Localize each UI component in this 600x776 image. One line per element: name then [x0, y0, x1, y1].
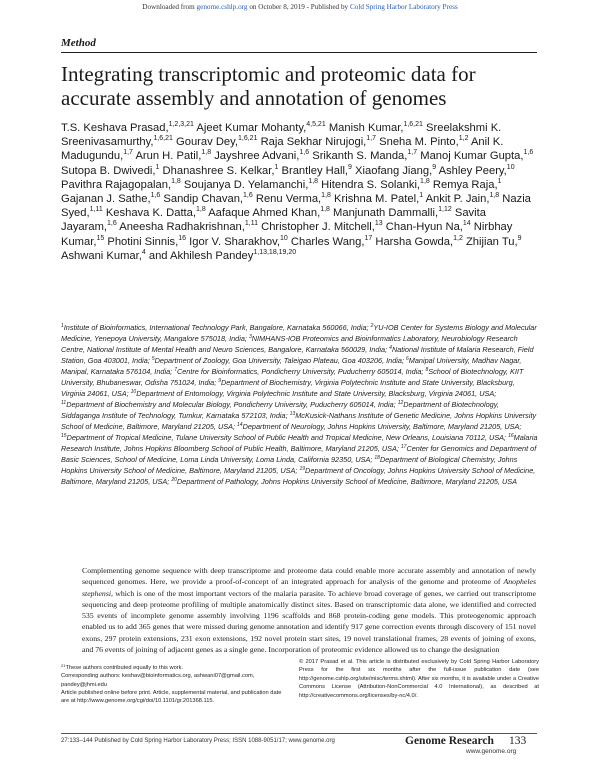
- affiliations: $^1$Institute of Bioinformatics, International Technology Park, Bangalore, Karnataka 560066, India; $^2$YU-IOB Center for Systems Biology and Molecular Medicine, Yenepoya University, Mangalore 575018, India; $^3$NIMHANS-IOB Proteomics and Bioinformatics Laboratory, Neurobiology Research Centre, National Institute of Mental Health and Neuro Sciences, Bangalore, Karnataka 560029, India; $^4$National Institute of Malaria Research, Field Station, Goa 403001, India; $^5$Department of Zoology, Goa University, Taleigao Plateau, Goa 403206, India; $^6$Manipal University, Madhav Nagar, Manipal, Karnataka 576104, India; $^7$Centre for Bioinformatics, Pondicherry University, Puducherry 605014, India; $^8$School of Biotechnology, KIIT University, Bhubaneswar, Odisha 751024, India; $^9$Department of Biochemistry, Virginia Polytechnic Institute and State University, Blacksburg, Virginia 24061, USA; $^{10}$Department of Entomology, Virginia Polytechnic Institute and State University, Blacksburg, Virginia 24061, USA; $^{11}$Department of Biochemistry and Molecular Biology, Pondicherry University, Puducherry 605014, India; $^{12}$Department of Biotechnology, Siddaganga Institute of Technology, Tumkur, Karnataka 572103, India; $^{13}$McKusick-Nathans Institute of Genetic Medicine, Johns Hopkins University School of Medicine, Baltimore, Maryland 21205, USA; $^{14}$Department of Neurology, Johns Hopkins University, Baltimore, Maryland 21205, USA; $^{15}$Department of Tropical Medicine, Tulane University School of Public Health and Tropical Medicine, New Orleans, Louisiana 70112, USA; $^{16}$Malaria Research Institute, Johns Hopkins Bloomberg School of Public Health, Baltimore, Maryland 21205, USA; $^{17}$Center for Genomics and Department of Basic Sciences, School of Medicine, Loma Linda University, Loma Linda, California 92350, USA; $^{18}$Department of Biological Chemistry, Johns Hopkins University School of Medicine, Baltimore, Maryland 21205, USA; $^{19}$Department of Oncology, Johns Hopkins University School of Medicine, Baltimore, Maryland 21205, USA; $^{20}$Department of Pathology, Johns Hopkins University School of Medicine, Baltimore, Maryland 21205, USA: [61, 323, 538, 486]
- author-list: T.S. Keshava Prasad,$^{1,2,3,21}$ Ajeet Kumar Mohanty,$^{4,5,21}$ Manish Kumar,$^{1,6,21}$ Sreelakshmi K. Sreenivasamurthy,$^{1,6,21}$ Gourav Dey,$^{1,6,21}$ Raja Sekhar Nirujogi,$^{1,7}$ Sneha M. Pinto,$^{1,2}$ Anil K. Madugundu,$^{1,7}$ Arun H. Patil,$^{1,8}$ Jayshree Advani,$^{1,6}$ Srikanth S. Manda,$^{1,7}$ Manoj Kumar Gupta,$^{1,6}$ Sutopa B. Dwivedi,$^1$ Dhanashree S. Kelkar,$^1$ Brantley Hall,$^9$ Xiaofang Jiang,$^9$ Ashley Peery,$^{10}$ Pavithra Rajagopalan,$^{1,8}$ Soujanya D. Yelamanchi,$^{1,8}$ Hitendra S. Solanki,$^{1,8}$ Remya Raja,$^1$ Gajanan J. Sathe,$^{1,6}$ Sandip Chavan,$^{1,6}$ Renu Verma,$^{1,8}$ Krishna M. Patel,$^1$ Ankit P. Jain,$^{1,8}$ Nazia Syed,$^{1,11}$ Keshava K. Datta,$^{1,8}$ Aafaque Ahmed Khan,$^{1,8}$ Manjunath Dammalli,$^{1,12}$ Savita Jayaram,$^{1,6}$ Aneesha Radhakrishnan,$^{1,11}$ Christopher J. Mitchell,$^{13}$ Chan-Hyun Na,$^{14}$ Nirbhay Kumar,$^{15}$ Photini Sinnis,$^{16}$ Igor V. Sharakhov,$^{10}$ Charles Wang,$^{17}$ Harsha Gowda,$^{1,2}$ Zhijian Tu,$^9$ Ashwani Kumar,$^4$ and Akhilesh Pandey$^{1,13,18,19,20}$: [61, 121, 534, 262]
- journal-name: Genome Research: [405, 735, 494, 747]
- author-footnotes: $^{21}$These authors contributed equally to this work. Corresponding authors: keshav@bioinformatics.org, ashwani07@gmail.com, pandey@jhmi.edu Article published online before print. Article, supplemental material, and publication date are at http://www.genome.org/cgi/doi/10.1101/gr.201368.115.: [61, 663, 282, 705]
- page-number: 133: [509, 735, 527, 747]
- publisher-link[interactable]: Cold Spring Harbor Laboratory Press: [349, 3, 458, 11]
- license-notice: © 2017 Prasad et al. This article is distributed exclusively by Cold Spring Harbor Laboratory Press for the first six months after the full-issue publication date (see http://genome.cshlp.org/site/misc/terms.xhtml). After six months, it is available under a Creative Commons License (Attribution-NonCommercial 4.0 International), as described at http://creativecommons.org/licenses/by-nc/4.0/.: [299, 659, 539, 699]
- section-label: Method: [61, 37, 96, 49]
- section-divider: [61, 52, 537, 53]
- banner-middle: on October 8, 2019 - Published by: [247, 3, 350, 11]
- journal-url[interactable]: www.genome.org: [466, 748, 517, 755]
- footer-divider: [61, 733, 537, 734]
- abstract: Complementing genome sequence with deep transcriptome and proteome data could enable more accurate assembly and annotation of newly sequenced genomes. Here, we provide a proof-of-concept of an integrated approach for analysis of the genome and proteome of Anopheles stephensi, which is one of the most important vectors of the malaria parasite. To achieve broad coverage of genes, we carried out transcriptome sequencing and deep proteome profiling of multiple anatomically distinct sites. Based on transcriptomic data alone, we identified and corrected 535 events of incomplete genome assembly involving 1196 scaffolds and 868 protein-coding gene models. This proteogenomic approach enabled us to add 365 genes that were missed during genome annotation and identify 917 gene correction events through discovery of 151 novel exons, 297 protein extensions, 231 exon extensions, 192 novel protein start sites, 19 novel translational frames, 28 events of joining of exons, and 76 events of joining of adjacent genes as a single gene. Incorporation of proteomic evidence allowed us to change the designation: [82, 566, 536, 655]
- download-banner: [0, 3, 600, 11]
- site-link[interactable]: genome.cshlp.org: [196, 3, 248, 11]
- article-title: Integrating transcriptomic and proteomic data for accurate assembly and annotation of genomes: [61, 62, 476, 110]
- banner-prefix: Downloaded from: [142, 3, 197, 11]
- footer-citation: 27:133–144 Published by Cold Spring Harbor Laboratory Press; ISSN 1088-9051/17; www.genome.org: [61, 738, 335, 744]
